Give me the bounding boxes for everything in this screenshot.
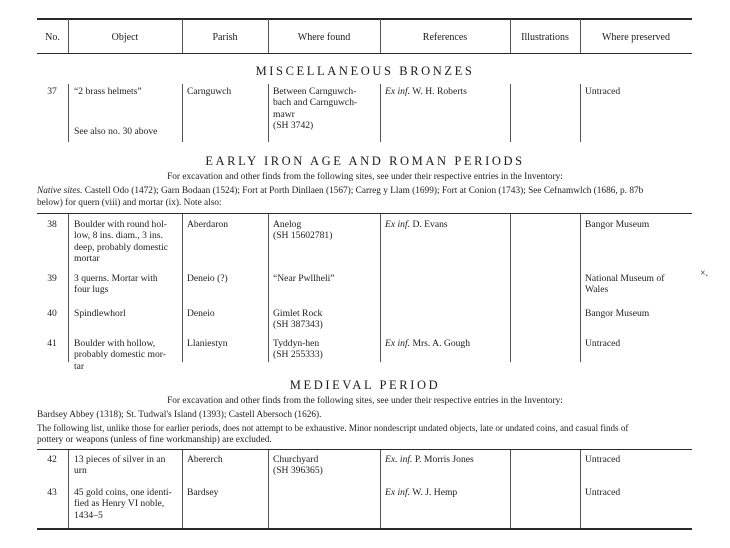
where-preserved-cell: Untraced: [585, 487, 621, 498]
header-where-found: Where found: [297, 32, 351, 43]
object-cell: 13 pieces of silver in an urn: [74, 454, 166, 477]
section-intro: For excavation and other finds from the following sites, see under their respective entries in the Inventory:: [167, 396, 563, 406]
references-cell: Ex inf. Mrs. A. Gough: [385, 338, 471, 349]
header-where-preserved: Where preserved: [601, 32, 670, 43]
column-separator: [182, 450, 183, 528]
references-cell: Ex inf. W. J. Hemp: [385, 487, 458, 498]
object-cell: “2 brass helmets”: [74, 86, 142, 97]
column-separator: [510, 450, 511, 528]
column-separator: [68, 450, 69, 528]
column-separator: [268, 450, 269, 528]
parish-cell: Llaniestyn: [187, 338, 228, 349]
where-preserved-cell: Untraced: [585, 86, 621, 97]
header-illustrations: Illustrations: [521, 32, 569, 43]
object-cell: Boulder with round hol- low, 8 ins. diam., 3 ins. deep, probably domestic mortar: [74, 219, 169, 265]
margin-mark: ×.: [700, 268, 709, 279]
where-found-cell: Gimlet Rock (SH 387343): [273, 308, 323, 331]
object-cell: Boulder with hollow, probably domestic mor- tar: [74, 338, 166, 372]
header-references: References: [422, 32, 468, 43]
section-intro: For excavation and other finds from the following sites, see under their respective entries in the Inventory:: [167, 172, 563, 182]
column-separator: [68, 214, 69, 362]
column-separator: [380, 84, 381, 142]
where-found-cell: Tyddyn-hen (SH 255333): [273, 338, 323, 361]
column-separator: [580, 84, 581, 142]
parish-cell: Deneio (?): [187, 273, 228, 284]
section-title-miscellaneous-bronzes: MISCELLANEOUS BRONZES: [255, 64, 475, 78]
where-preserved-cell: Untraced: [585, 338, 621, 349]
column-separator: [580, 214, 581, 362]
see-also-note: See also no. 30 above: [74, 126, 158, 137]
section-title-medieval-period: MEDIEVAL PERIOD: [289, 378, 441, 392]
column-separator: [580, 450, 581, 528]
header-parish: Parish: [212, 32, 238, 43]
object-cell: 45 gold coins, one identi- fied as Henry VI noble, 1434–5: [74, 487, 172, 521]
references-cell: Ex. inf. P. Morris Jones: [385, 454, 474, 465]
where-preserved-cell: Bangor Museum: [585, 308, 650, 319]
header-object: Object: [111, 32, 139, 43]
row-number: 39: [47, 273, 57, 284]
row-number: 42: [47, 454, 57, 465]
where-found-cell: Between Carnguwch- bach and Carnguwch- mawr (SH 3742): [273, 86, 358, 132]
row-number: 41: [47, 338, 57, 349]
column-separator: [182, 84, 183, 142]
where-found-cell: “Near Pwllheli”: [273, 273, 335, 284]
column-separator: [380, 214, 381, 362]
parish-cell: Deneio: [187, 308, 215, 319]
column-separator: [68, 84, 69, 142]
parish-cell: Carnguwch: [187, 86, 232, 97]
where-preserved-cell: National Museum of Wales: [585, 273, 665, 296]
section-note: The following list, unlike those for earlier periods, does not attempt to be exhaustive. Minor nondescript undated objects, late or undated coins, and casual finds of: [37, 423, 629, 433]
section-note: Bardsey Abbey (1318); St. Tudwal's Island (1393); Castell Abersoch (1626).: [37, 410, 322, 420]
header-rule: [37, 53, 692, 54]
column-separator: [268, 214, 269, 362]
section-note: Native sites. Castell Odo (1472); Garn Bodaan (1524); Fort at Porth Dinllaen (1567); Carreg y Llam (1699); Fort at Conion (1743); See Cefnamwlch (1686, p. 87b: [37, 186, 644, 196]
column-separator: [510, 84, 511, 142]
column-separator: [380, 450, 381, 528]
references-cell: Ex inf. D. Evans: [385, 219, 448, 230]
object-cell: Spindlewhorl: [74, 308, 126, 319]
top-rule: [37, 18, 692, 20]
row-number: 38: [47, 219, 57, 230]
column-separator: [182, 214, 183, 362]
where-found-cell: Anelog (SH 15602781): [273, 219, 333, 242]
column-separator: [268, 84, 269, 142]
parish-cell: Bardsey: [187, 487, 219, 498]
row-number: 43: [47, 487, 57, 498]
table-rule: [37, 449, 692, 450]
row-number: 37: [47, 86, 57, 97]
where-preserved-cell: Bangor Museum: [585, 219, 650, 230]
parish-cell: Aberdaron: [187, 219, 229, 230]
where-preserved-cell: Untraced: [585, 454, 621, 465]
column-separator: [510, 214, 511, 362]
references-cell: Ex inf. W. H. Roberts: [385, 86, 467, 97]
bottom-rule: [37, 528, 692, 530]
section-note: below) for quern (viii) and mortar (ix). Note also:: [37, 198, 222, 208]
section-title-early-iron-age: EARLY IRON AGE AND ROMAN PERIODS: [205, 154, 525, 168]
header-no: No.: [45, 32, 60, 43]
where-found-cell: Churchyard (SH 396365): [273, 454, 323, 477]
row-number: 40: [47, 308, 57, 319]
parish-cell: Abererch: [187, 454, 223, 465]
object-cell: 3 querns. Mortar with four lugs: [74, 273, 158, 296]
section-note: pottery or weapons (unless of fine workmanship) are excluded.: [37, 435, 272, 445]
table-rule: [37, 213, 692, 214]
